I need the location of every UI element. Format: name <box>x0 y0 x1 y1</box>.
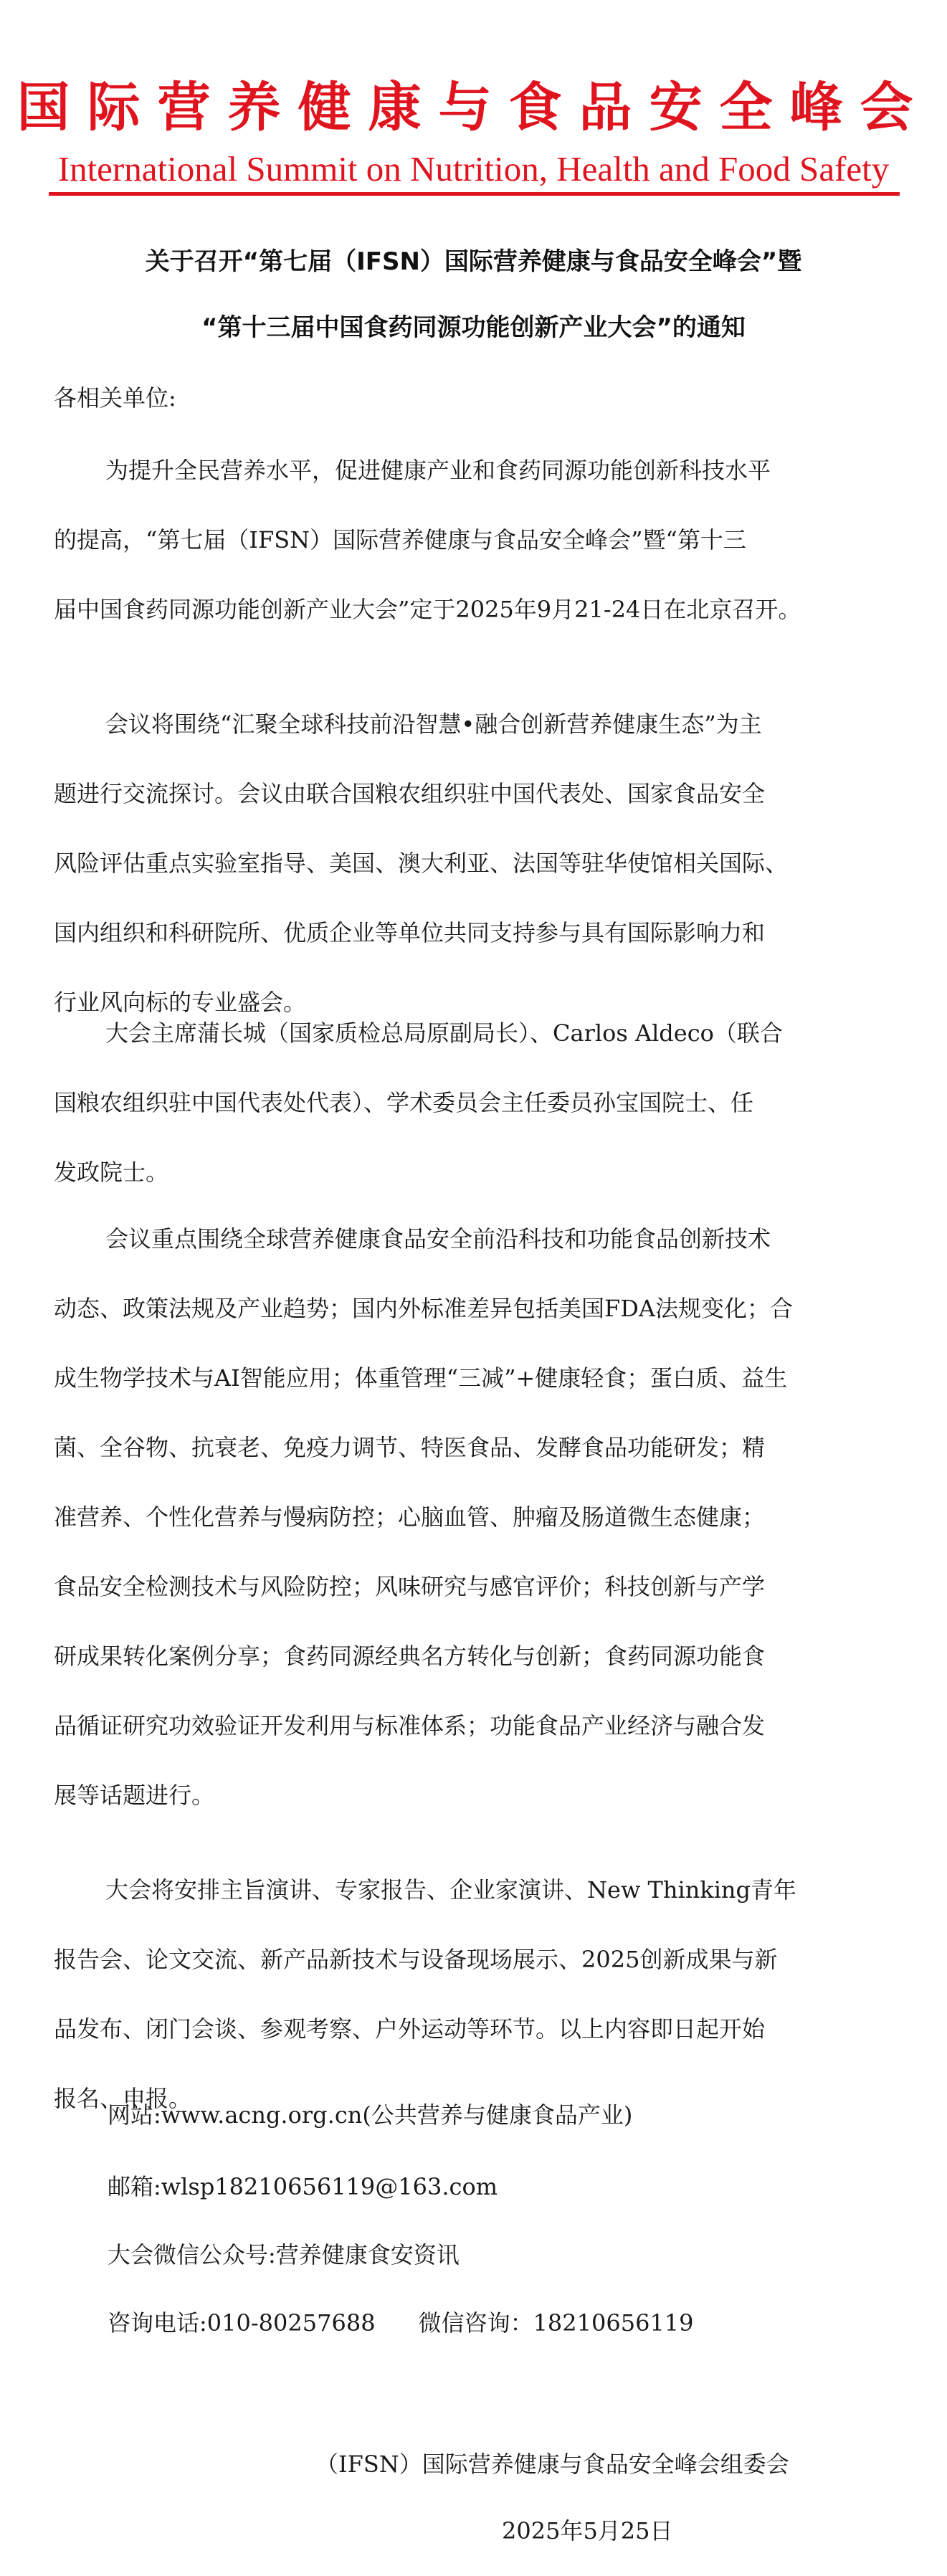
paragraph-line: 报告会、论文交流、新产品新技术与设备现场展示、2025创新成果与新 <box>54 1946 778 1973</box>
header-divider <box>49 192 900 196</box>
paragraph-line: 准营养、个性化营养与慢病防控；心脑血管、肿瘤及肠道微生态健康； <box>54 1503 766 1531</box>
paragraph-chairs <box>54 999 893 1207</box>
paragraph-line: 会议将围绕“汇聚全球科技前沿智慧•融合创新营养健康生态”为主 <box>105 710 762 738</box>
paragraph-agenda <box>54 1855 893 2134</box>
paragraph-line: 行业风向标的专业盛会。 <box>54 989 307 1016</box>
paragraph-line: 国内组织和科研院所、优质企业等单位共同支持参与具有国际影响力和 <box>54 919 766 946</box>
paragraph-line: 报名、申报。 <box>54 2085 192 2112</box>
contact-phone-row <box>108 2305 694 2341</box>
paragraph-line: 大会将安排主旨演讲、专家报告、企业家演讲、New Thinking青年 <box>105 1876 797 1904</box>
paragraph-line: 研成果转化案例分享；食药同源经典名方转化与创新；食药同源功能食 <box>54 1643 766 1670</box>
paragraph-line: 发政院士。 <box>54 1159 169 1186</box>
paragraph-line: 的提高，“第七届（IFSN）国际营养健康与食品安全峰会”暨“第十三 <box>54 526 746 553</box>
notice-title-line-2: “第十三届中国食药同源功能创新产业大会”的通知 <box>201 313 746 342</box>
contact-wechat-consult: 微信咨询：18210656119 <box>418 2309 694 2337</box>
contact-website[interactable]: 网站:www.acng.org.cn(公共营养与健康食品产业) <box>108 2101 633 2129</box>
paragraph-line: 菌、全谷物、抗衰老、免疫力调节、特医食品、发酵食品功能研发；精 <box>54 1434 766 1461</box>
paragraph-line: 国粮农组织驻中国代表处代表）、学术委员会主任委员孙宝国院士、任 <box>54 1089 754 1116</box>
paragraph-line: 成生物学技术与AI智能应用；体重管理“三减”+健康轻食；蛋白质、益生 <box>54 1364 788 1392</box>
paragraph-theme <box>54 690 893 1037</box>
contact-wechat-account: 大会微信公众号:营养健康食安资讯 <box>108 2241 460 2268</box>
issue-date: 2025年5月25日 <box>502 2517 673 2544</box>
salutation: 各相关单位: <box>54 384 176 412</box>
paragraph-line: 食品安全检测技术与风险防控；风味研究与感官评价；科技创新与产学 <box>54 1573 766 1600</box>
contact-phone[interactable]: 咨询电话:010-80257688 <box>108 2309 376 2337</box>
paragraph-line: 为提升全民营养水平，促进健康产业和食药同源功能创新科技水平 <box>105 457 771 484</box>
paragraph-line: 品循证研究功效验证开发利用与标准体系；功能食品产业经济与融合发 <box>54 1712 766 1739</box>
summit-title-english: International Summit on Nutrition, Health and Food Safety <box>57 149 890 189</box>
paragraph-line: 风险评估重点实验室指导、美国、澳大利亚、法国等驻华使馆相关国际、 <box>54 850 789 877</box>
organizer-signature: （IFSN）国际营养健康与食品安全峰会组委会 <box>315 2451 789 2478</box>
paragraph-line: 动态、政策法规及产业趋势；国内外标准差异包括美国FDA法规变化；合 <box>54 1295 793 1322</box>
paragraph-line: 展等话题进行。 <box>54 1782 215 1809</box>
paragraph-line: 会议重点围绕全球营养健康食品安全前沿科技和功能食品创新技术 <box>105 1225 771 1253</box>
paragraph-purpose <box>54 436 893 645</box>
contact-email[interactable]: 邮箱:wlsp18210656119@163.com <box>108 2173 498 2200</box>
paragraph-line: 品发布、闭门会谈、参观考察、户外运动等环节。以上内容即日起开始 <box>54 2015 766 2043</box>
paragraph-line: 大会主席蒲长城（国家质检总局原副局长）、Carlos Aldeco（联合 <box>105 1020 783 1047</box>
summit-title-chinese: 国际营养健康与食品安全峰会 <box>16 77 931 138</box>
paragraph-topics <box>54 1204 893 1830</box>
paragraph-line: 题进行交流探讨。会议由联合国粮农组织驻中国代表处、国家食品安全 <box>54 780 766 807</box>
notice-title-line-1: 关于召开“第七届（IFSN）国际营养健康与食品安全峰会”暨 <box>145 247 802 276</box>
paragraph-line: 届中国食药同源功能创新产业大会”定于2025年9月21-24日在北京召开。 <box>54 596 801 623</box>
